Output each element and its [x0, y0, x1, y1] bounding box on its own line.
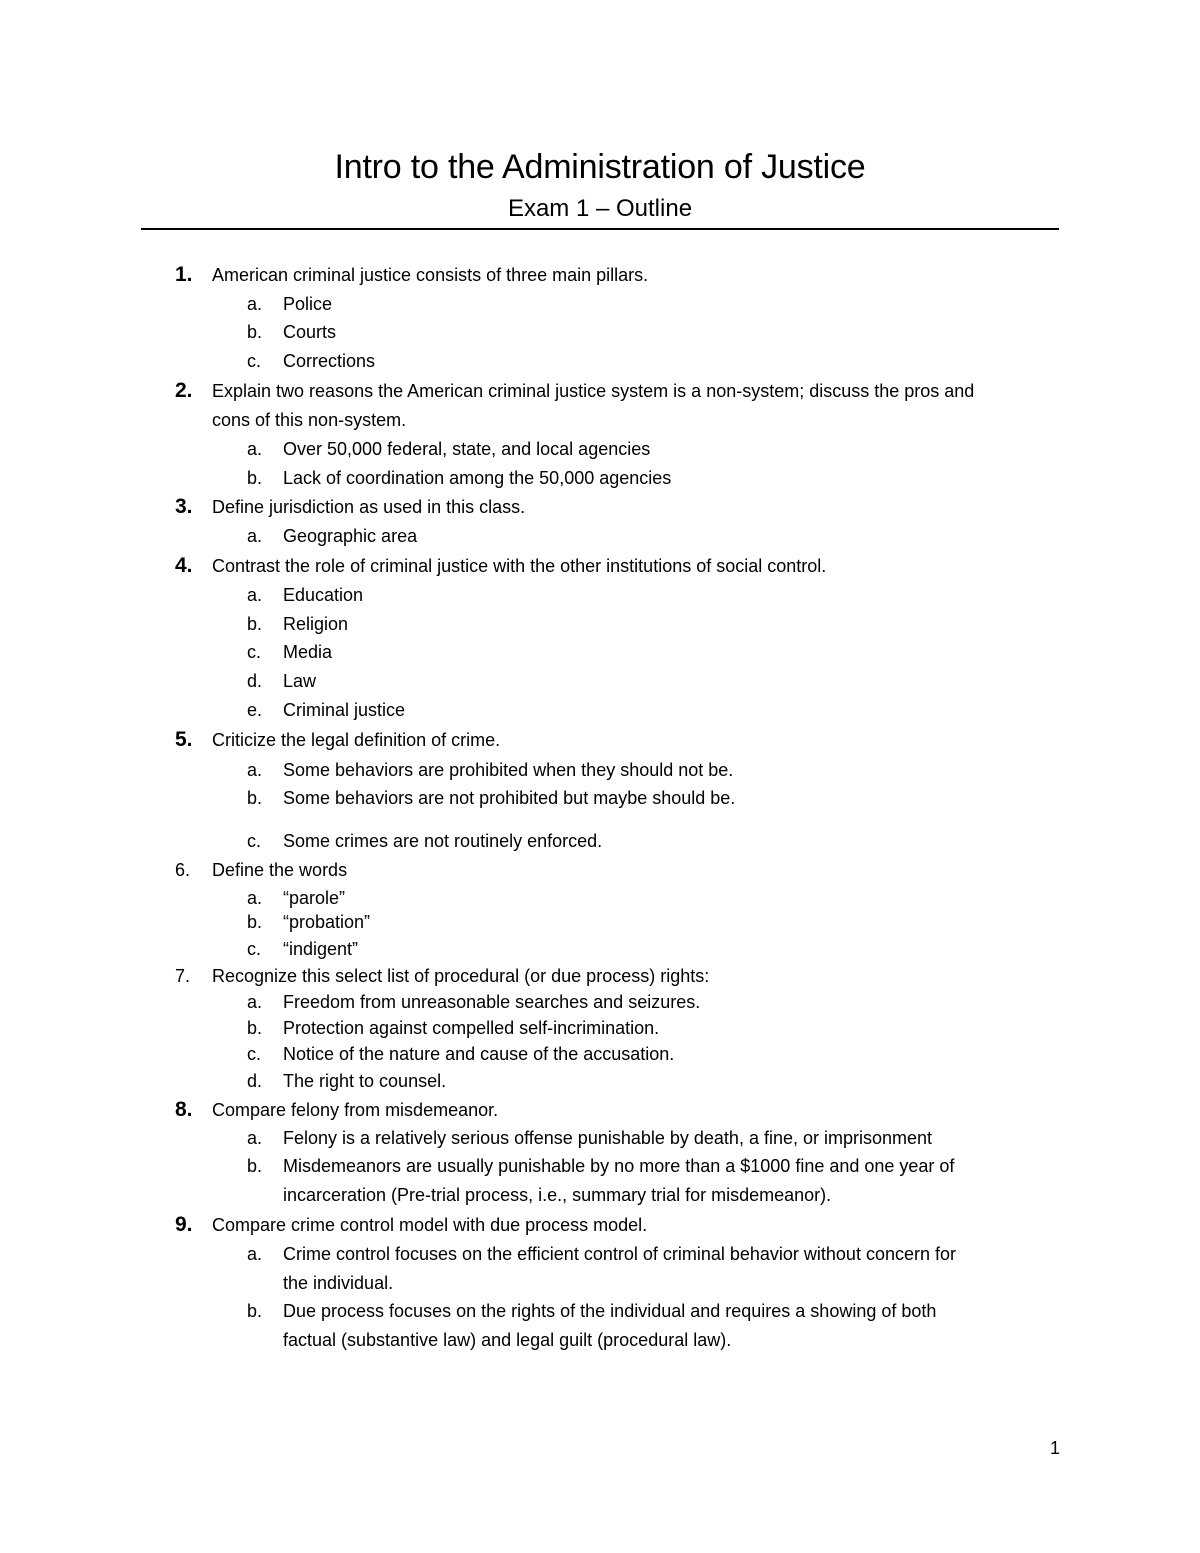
subitem-letter: c.: [247, 1044, 262, 1064]
subitem-letter: a.: [247, 294, 263, 314]
document-title: Intro to the Administration of Justice: [334, 148, 866, 186]
subitem-text: Courts: [283, 322, 337, 342]
subitem-text: Notice of the nature and cause of the accusation.: [283, 1044, 675, 1064]
subitem-letter: b.: [247, 1301, 263, 1321]
item-text: Define jurisdiction as used in this class.: [212, 497, 526, 517]
subitem-text: Geographic area: [283, 526, 418, 546]
subitem-text: Freedom from unreasonable searches and seizures.: [283, 992, 701, 1012]
item-text: Contrast the role of criminal justice with the other institutions of social control.: [212, 556, 827, 576]
subitem-text: “parole”: [283, 888, 346, 908]
subitem-letter: c.: [247, 642, 262, 662]
subitem-letter: d.: [247, 671, 263, 691]
subitem-letter: b.: [247, 322, 263, 342]
subitem-text: “indigent”: [283, 939, 359, 959]
subitem-letter: b.: [247, 614, 263, 634]
subitem-letter: c.: [247, 831, 262, 851]
item-text: cons of this non-system.: [212, 410, 407, 430]
item-number: 2.: [175, 379, 193, 402]
subitem-text: Due process focuses on the rights of the individual and requires a showing of both: [283, 1301, 937, 1321]
subitem-text: Media: [283, 642, 333, 662]
subitem-letter: a.: [247, 526, 263, 546]
item-number: 5.: [175, 728, 193, 751]
item-number: 8.: [175, 1098, 193, 1121]
subitem-letter: a.: [247, 585, 263, 605]
subitem-text: factual (substantive law) and legal guilt (procedural law).: [283, 1330, 732, 1350]
subitem-letter: b.: [247, 1018, 263, 1038]
subitem-letter: a.: [247, 439, 263, 459]
item-text: Criticize the legal definition of crime.: [212, 730, 501, 750]
item-number: 3.: [175, 495, 193, 518]
subitem-letter: c.: [247, 351, 262, 371]
subitem-text: incarceration (Pre-trial process, i.e., summary trial for misdemeanor).: [283, 1185, 832, 1205]
subitem-letter: a.: [247, 888, 263, 908]
subitem-text: Crime control focuses on the efficient control of criminal behavior without concern for: [283, 1244, 956, 1264]
subitem-text: Education: [283, 585, 364, 605]
subitem-text: Law: [283, 671, 317, 691]
subitem-text: Criminal justice: [283, 700, 406, 720]
subitem-letter: a.: [247, 992, 263, 1012]
subitem-text: Some crimes are not routinely enforced.: [283, 831, 603, 851]
page-number: 1: [1049, 1438, 1060, 1458]
subitem-text: Religion: [283, 614, 349, 634]
item-text: Compare felony from misdemeanor.: [212, 1100, 499, 1120]
subitem-letter: b.: [247, 912, 263, 932]
subitem-text: Lack of coordination among the 50,000 agencies: [283, 468, 672, 488]
subitem-letter: d.: [247, 1071, 263, 1091]
subitem-letter: b.: [247, 788, 263, 808]
subitem-text: Protection against compelled self-incrimination.: [283, 1018, 660, 1038]
subitem-text: Misdemeanors are usually punishable by no more than a $1000 fine and one year of: [283, 1156, 955, 1176]
subitem-text: Some behaviors are not prohibited but maybe should be.: [283, 788, 736, 808]
subitem-text: The right to counsel.: [283, 1071, 447, 1091]
item-text: Define the words: [212, 860, 348, 880]
subitem-text: Over 50,000 federal, state, and local agencies: [283, 439, 651, 459]
item-number: 9.: [175, 1213, 193, 1236]
item-text: Recognize this select list of procedural (or due process) rights:: [212, 966, 710, 986]
subitem-letter: a.: [247, 1128, 263, 1148]
item-number: 6.: [175, 860, 191, 880]
item-text: American criminal justice consists of three main pillars.: [212, 265, 649, 285]
document-subtitle: Exam 1 – Outline: [507, 195, 693, 222]
subitem-letter: b.: [247, 1156, 263, 1176]
subitem-text: Police: [283, 294, 333, 314]
subitem-letter: a.: [247, 1244, 263, 1264]
subitem-letter: b.: [247, 468, 263, 488]
subitem-text: Some behaviors are prohibited when they should not be.: [283, 760, 734, 780]
item-number: 7.: [175, 966, 191, 986]
subitem-letter: c.: [247, 939, 262, 959]
item-number: 1.: [175, 263, 193, 286]
subitem-text: “probation”: [283, 912, 371, 932]
item-text: Compare crime control model with due process model.: [212, 1215, 648, 1235]
subitem-text: the individual.: [283, 1273, 394, 1293]
subitem-text: Felony is a relatively serious offense punishable by death, a fine, or imprisonment: [283, 1128, 933, 1148]
item-text: Explain two reasons the American criminal justice system is a non-system; discuss the pros and: [212, 381, 975, 401]
item-number: 4.: [175, 554, 193, 577]
subitem-text: Corrections: [283, 351, 376, 371]
subitem-letter: e.: [247, 700, 263, 720]
subitem-letter: a.: [247, 760, 263, 780]
